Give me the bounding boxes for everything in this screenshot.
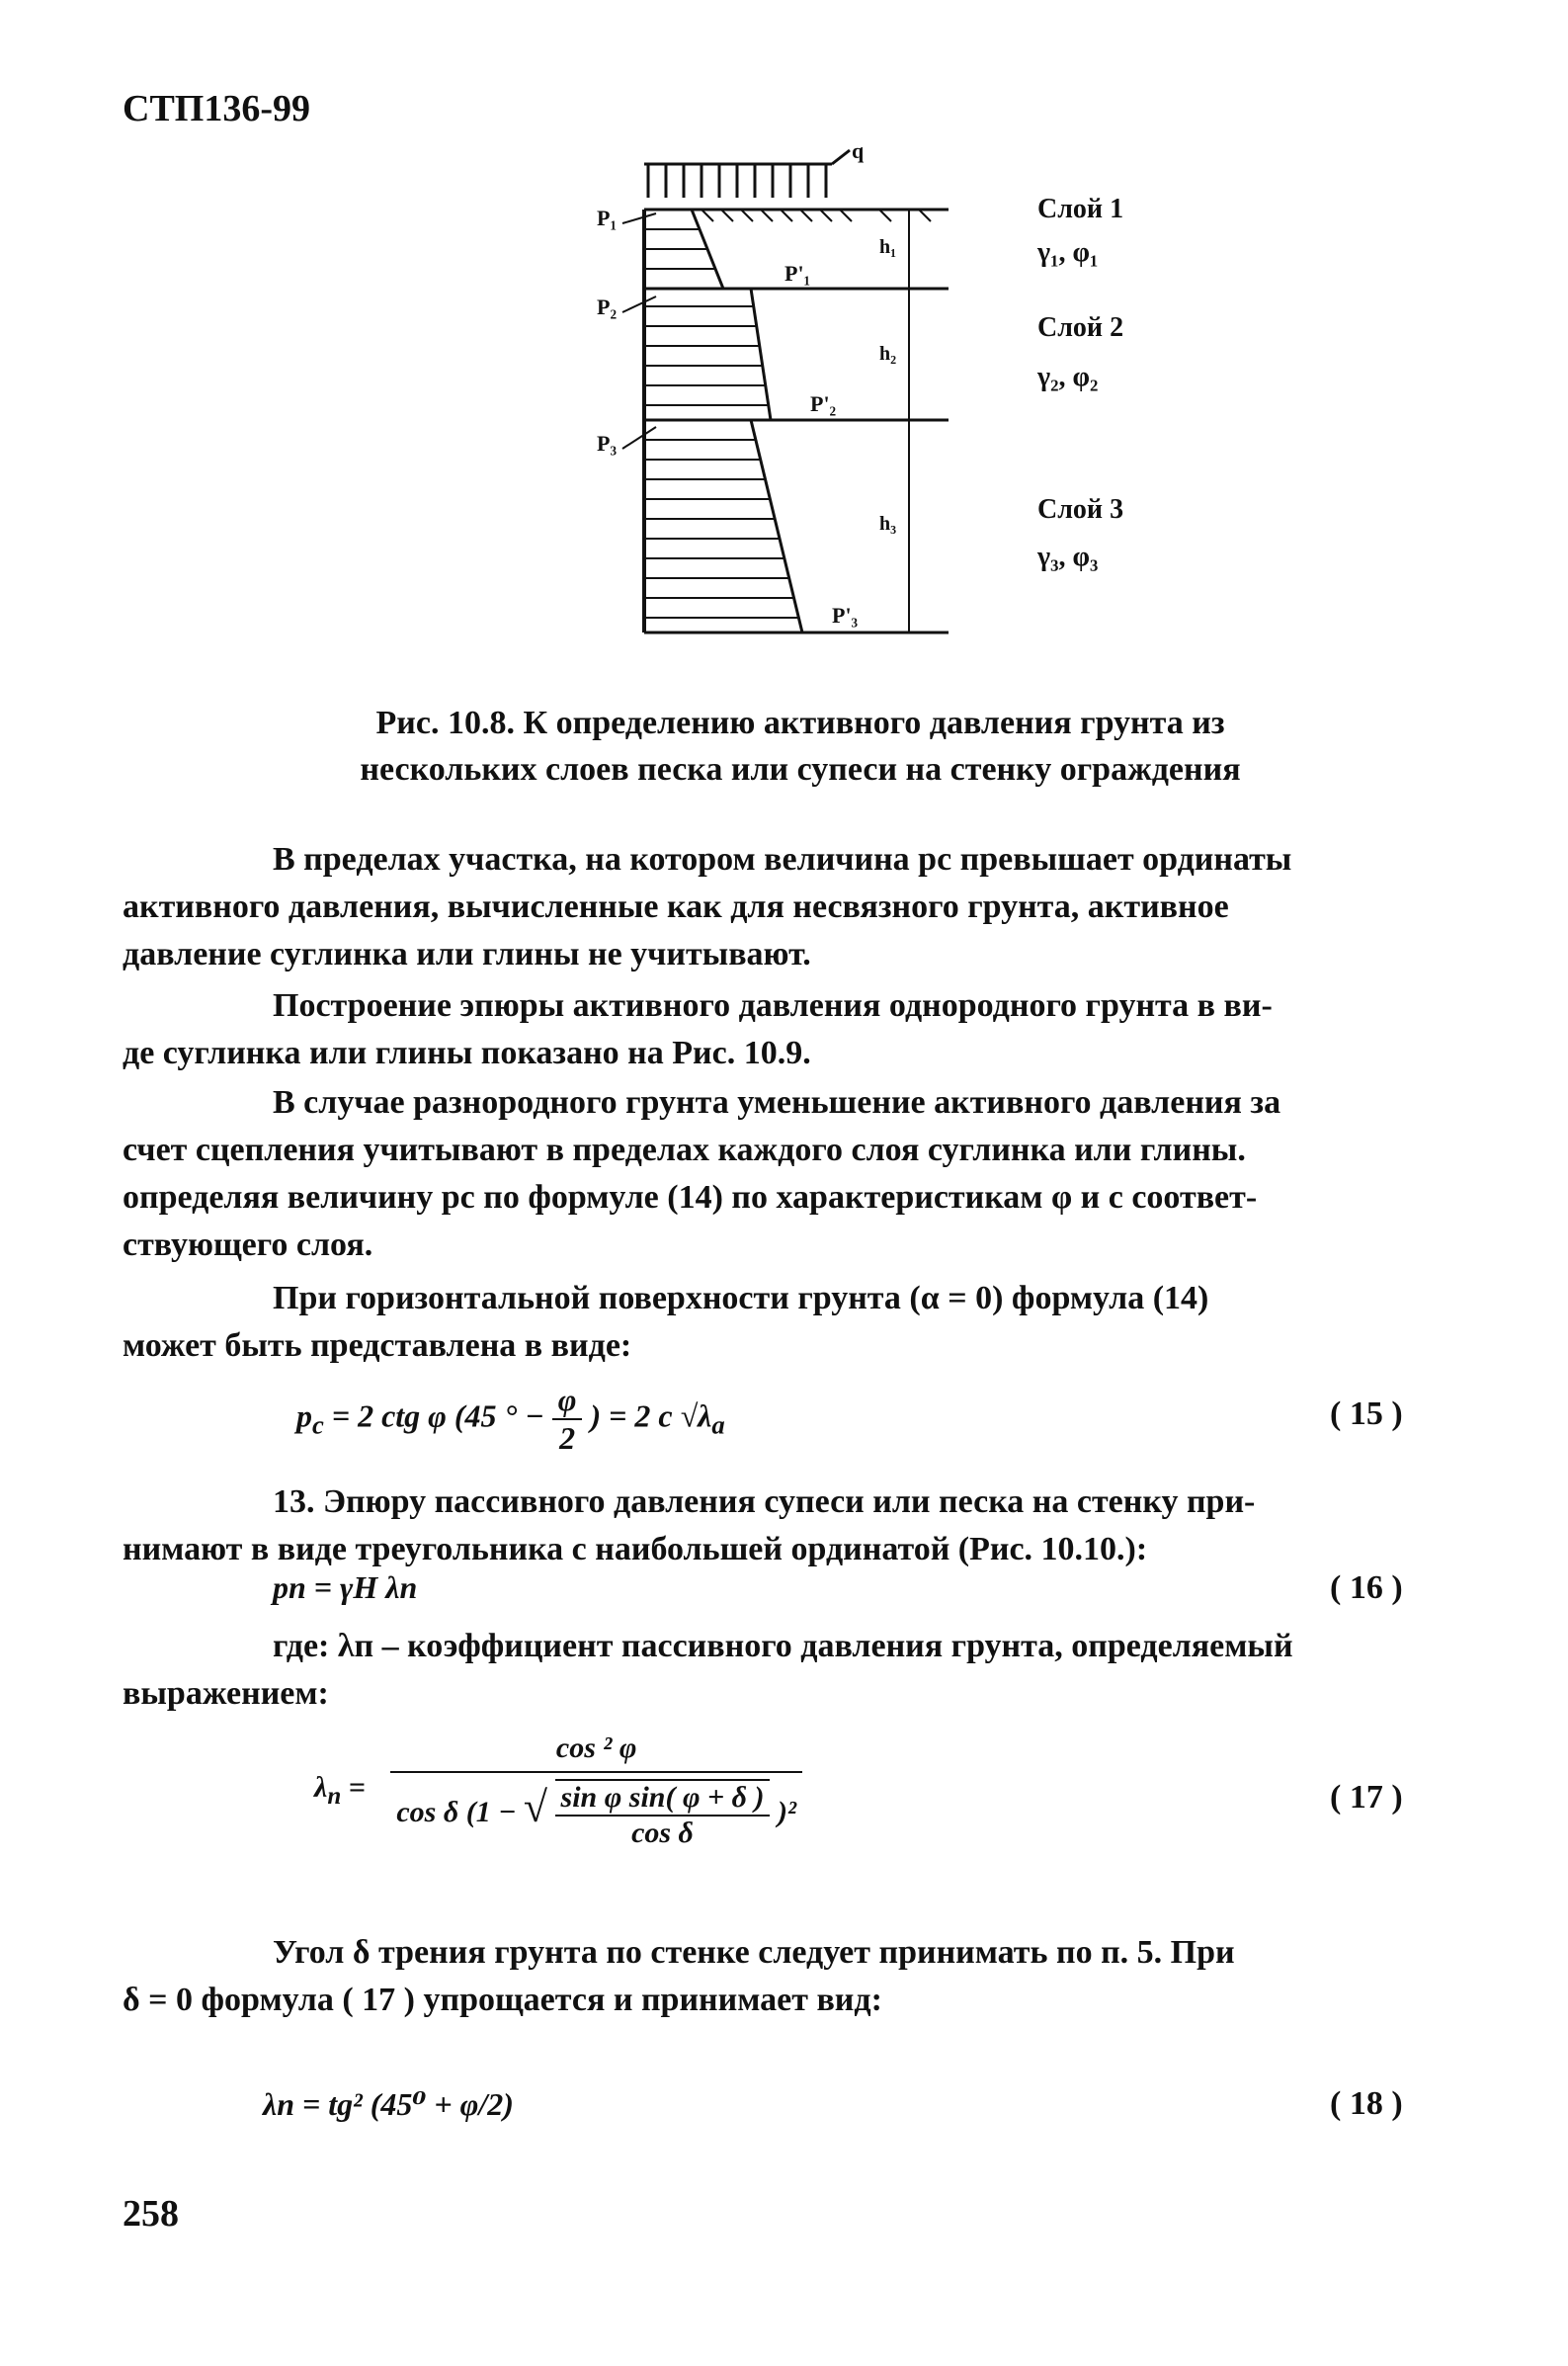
equation-number-18: ( 18 ) [1330, 2085, 1403, 2122]
label-h1: h₁ [879, 236, 897, 258]
paragraph-4 [123, 1275, 1437, 1370]
paragraph-line: давление суглинка или глины не учитывают. [123, 936, 811, 972]
caption-line-2: нескольких слоев песка или супеси на стенку ограждения [360, 751, 1241, 788]
load-arrows [648, 164, 826, 198]
equation-number-17: ( 17 ) [1330, 1779, 1403, 1816]
load-label: q [852, 138, 865, 163]
layer-1-name: Слой 1 [1037, 194, 1124, 224]
f15-rhs-sub: a [711, 1409, 725, 1440]
caption-line-1: Рис. 10.8. К определению активного давления грунта из [375, 705, 1225, 741]
paragraph-line: нимают в виде треугольника с наибольшей ординатой (Рис. 10.10.): [123, 1531, 1148, 1567]
f17-den-suffix: )² [777, 1795, 796, 1828]
formula-15 [296, 1382, 725, 1457]
f15-lhs: p [296, 1397, 312, 1434]
f15-mid: = 2 ctg φ (45 ° − [331, 1397, 544, 1434]
figure-earth-pressure-diagram [583, 138, 1176, 662]
f15-frac-num: φ [552, 1382, 583, 1420]
f17-inner-num: sin φ sin( φ + δ ) [555, 1781, 771, 1817]
figure-caption [247, 700, 1354, 793]
paragraph-line: δ = 0 формула ( 17 ) упрощается и принимает вид: [123, 1982, 882, 2018]
f17-inner-den: cos δ [631, 1817, 694, 1849]
formula-18: λп = tg² (45⁰ + φ/2) [263, 2086, 514, 2122]
paragraph-2 [123, 982, 1437, 1077]
paragraph-line: Угол δ трения грунта по стенке следует принимать по п. 5. При [273, 1934, 1235, 1971]
paragraph-line: может быть представлена в виде: [123, 1327, 632, 1364]
paragraph-line: ствующего слоя. [123, 1226, 373, 1263]
f17-inner-fraction [555, 1779, 771, 1850]
paragraph-line: где: λп – коэффициент пассивного давления грунта, определяемый [273, 1628, 1293, 1664]
page-number: 258 [123, 2193, 179, 2235]
f17-den-prefix: cos δ (1 − [396, 1795, 517, 1828]
paragraph-line: де суглинка или глины показано на Рис. 10.9. [123, 1035, 811, 1071]
paragraph-5 [123, 1479, 1437, 1573]
paragraph-line: выражением: [123, 1675, 329, 1712]
ground-hatch [701, 210, 931, 221]
formula-17: $\lambda_п$ = cos ² φ cos δ (1 − √ $\frac{\text{sin φ sin( φ + δ )}}{\text{cos δ}}$ )² [314, 1732, 802, 1850]
formula-16: pп = γH λп [273, 1569, 418, 1605]
paragraph-line: В случае разнородного грунта уменьшение активного давления за [273, 1084, 1281, 1121]
document-code: СТП136-99 [123, 88, 310, 129]
f15-lhs-sub: c [312, 1409, 324, 1440]
f15-rhs: ) = 2 c √λ [590, 1397, 712, 1434]
layer-3-name: Слой 3 [1037, 494, 1124, 525]
f15-fraction [552, 1382, 583, 1457]
paragraph-line: активного давления, вычисленные как для несвязного грунта, активное [123, 888, 1229, 925]
paragraph-line: В пределах участка, на котором величина pс превышает ординаты [273, 841, 1292, 878]
pressure-diagram [583, 138, 1176, 662]
f17-lhs: λ [314, 1771, 328, 1804]
layer-1-params: γ₁, φ₁ [1037, 237, 1099, 268]
equation-number-16: ( 16 ) [1330, 1569, 1403, 1606]
paragraph-line: 13. Эпюру пассивного давления супеси или песка на стенку при- [273, 1483, 1256, 1520]
layer-2-name: Слой 2 [1037, 312, 1124, 343]
paragraph-line: счет сцепления учитывают в пределах каждого слоя суглинка или глины. [123, 1132, 1246, 1168]
f15-frac-den: 2 [559, 1420, 576, 1456]
label-p3: P₃ [597, 431, 618, 456]
paragraph-line: Построение эпюры активного давления однородного грунта в ви- [273, 987, 1273, 1024]
paragraph-line: При горизонтальной поверхности грунта (α = 0) формула (14) [273, 1280, 1209, 1316]
paragraph-6 [123, 1623, 1437, 1718]
label-p1-prime: P'₁ [784, 261, 811, 286]
label-h2: h₂ [879, 343, 897, 365]
label-h3: h₃ [879, 513, 897, 535]
layer-2-params: γ₂, φ₂ [1037, 362, 1099, 392]
equation-number-15: ( 15 ) [1330, 1395, 1403, 1432]
layer-3-params: γ₃, φ₃ [1037, 542, 1099, 572]
label-p2: P₂ [597, 295, 618, 319]
label-p3-prime: P'₃ [832, 603, 859, 628]
f17-lhs-sub: п [327, 1783, 342, 1810]
paragraph-3 [123, 1079, 1437, 1269]
paragraph-line: определяя величину pс по формуле (14) по характеристикам φ и c соответ- [123, 1179, 1258, 1216]
paragraph-7 [123, 1929, 1437, 2024]
f17-fraction: cos ² φ cos δ (1 − √ $\frac{\text{sin φ sin( φ + δ )}}{\text{cos δ}}$ )² [390, 1732, 802, 1850]
paragraph-1 [123, 836, 1437, 978]
f17-numerator: cos ² φ [390, 1732, 802, 1773]
label-p2-prime: P'₂ [810, 391, 837, 416]
label-p1: P₁ [597, 206, 618, 230]
